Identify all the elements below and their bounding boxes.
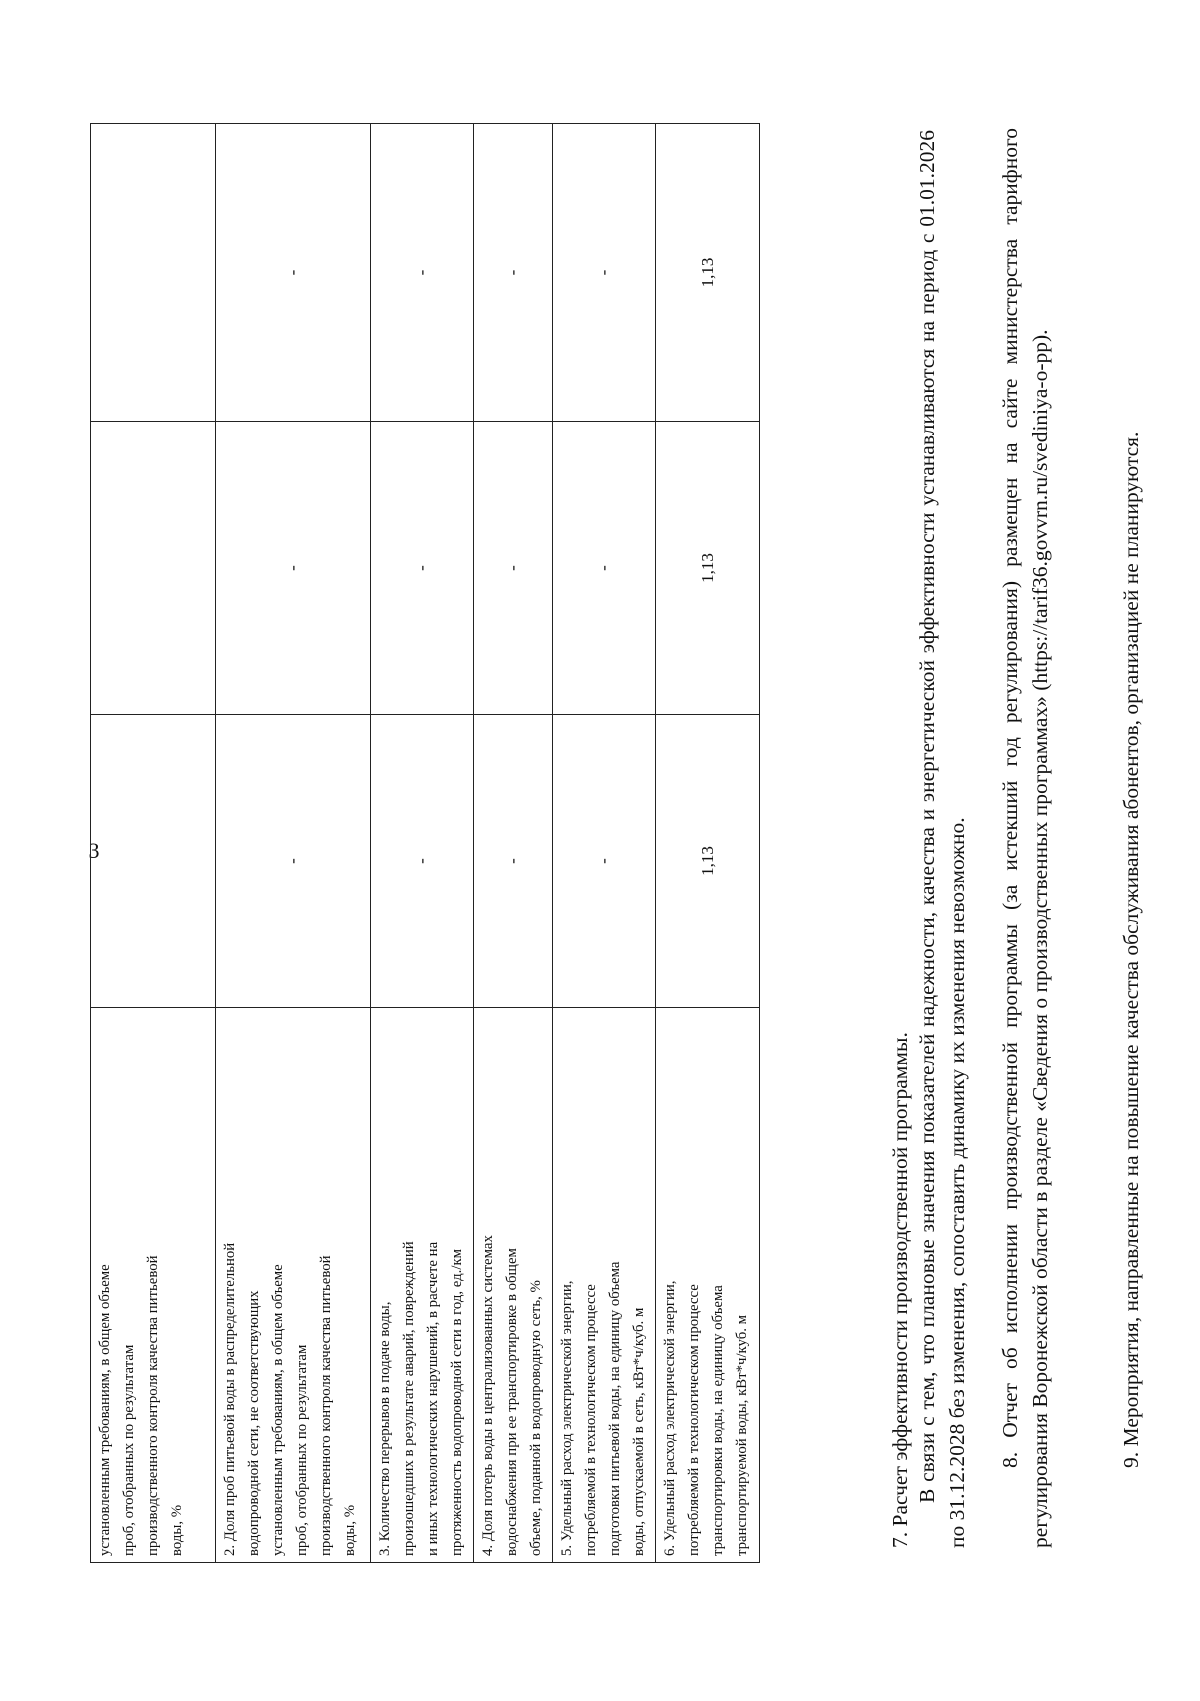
section-7-body: В связи с тем, что плановые значения показателей надежности, качества и энергетической эффективности устанавливаются на период с 01.01.2026 по 31.12.2028 без изменения, сопоставить динамику их изменения невозможно. [915,130,969,1548]
indicator-description-line: потребляемой в технологическом процессе [583,1284,599,1556]
indicator-description [553,1008,656,1563]
indicator-description-line: водоснабжения при ее транспортировке в общем [504,1248,520,1556]
indicator-description-line: 4. Доля потерь воды в централизованных системах [480,1235,496,1556]
indicator-description-line: 3. Количество перерывов в подаче воды, [377,1301,393,1556]
table-row [474,124,553,1563]
indicator-value-year-1 [91,715,216,1008]
indicator-value-year-1: - [216,715,371,1008]
indicators-table-body [91,124,760,1563]
indicator-value-year-2: - [371,422,474,715]
indicator-value-year-3: - [553,124,656,422]
indicator-description-line: объеме, поданной в водопроводную сеть, % [528,1280,544,1556]
indicator-description-line: 6. Удельный расход электрической энергии, [662,1280,678,1556]
indicator-description [91,1008,216,1563]
indicator-description-line: и иных технологических нарушений, в расчете на [425,1241,441,1556]
indicator-description-line: транспортировки воды, на единицу объема [710,1285,726,1556]
indicator-value-year-3 [91,124,216,422]
indicator-value-year-1: - [371,715,474,1008]
indicator-value-year-3: - [216,124,371,422]
indicator-value-year-1: - [553,715,656,1008]
table-row [553,124,656,1563]
indicator-description-line: потребляемой в технологическом процессе [686,1284,702,1556]
indicator-value-year-2: - [216,422,371,715]
page-number: 3 [88,838,100,863]
indicator-value-year-1: 1,13 [656,715,760,1008]
table-row [656,124,760,1563]
section-9-body: 9. Мероприятия, направленные на повышение качества обслуживания абонентов, организацией не планируются. [1119,431,1143,1468]
indicator-description-line: воды, % [169,1504,185,1556]
indicator-value-year-3: - [371,124,474,422]
indicator-description-line: произошедших в результате аварий, повреждений [401,1241,417,1556]
table-row [91,124,216,1563]
indicator-description-line: 2. Доля проб питьевой воды в распределительной [222,1242,238,1556]
indicator-value-year-3: 1,13 [656,124,760,422]
section-7-title: 7. Расчет эффективности производственной программы. [888,1032,912,1548]
indicator-description-line: протяженность водопроводной сети в год, ед./км [449,1248,465,1556]
indicator-value-year-1: - [474,715,553,1008]
indicator-description-line: 5. Удельный расход электрической энергии, [559,1280,575,1556]
indicator-description-line: транспортируемой воды, кВт*ч/куб. м [734,1314,750,1556]
section-8-body: 8. Отчет об исполнении производственной программы (за истекший год регулирования) размещен на сайте министерства тарифного регулирования Воронежской области в разделе «Сведения о производственных программах» (https://tarif36.govvrn.ru/svediniya-o-pp). [998,128,1052,1548]
indicator-value-year-3: - [474,124,553,422]
indicator-description-line: проб, отобранных по результатам [121,1344,137,1556]
indicator-value-year-2: - [474,422,553,715]
indicator-description-line: производственного контроля качества питьевой [145,1255,161,1556]
indicator-description-line: подготовки питьевой воды, на единицу объема [607,1261,623,1556]
indicator-description-line: производственного контроля качества питьевой [318,1255,334,1556]
table-row [371,124,474,1563]
indicator-value-year-2: 1,13 [656,422,760,715]
indicators-table [90,123,760,1563]
indicator-description [216,1008,371,1563]
indicator-description-line: воды, % [342,1504,358,1556]
indicator-description-line: проб, отобранных по результатам [294,1344,310,1556]
indicator-description [656,1008,760,1563]
indicator-value-year-2: - [553,422,656,715]
indicator-value-year-2 [91,422,216,715]
rotated-page-content [90,113,1143,1673]
table-row [216,124,371,1563]
indicator-description-line: воды, отпускаемой в сеть, кВт*ч/куб. м [631,1307,647,1556]
indicator-description [371,1008,474,1563]
indicator-description-line: установленным требованиям, в общем объеме [270,1264,286,1556]
indicator-description-line: водопроводной сети, не соответствующих [246,1290,262,1556]
indicator-description-line: установленным требованиям, в общем объеме [97,1264,113,1556]
indicator-description [474,1008,553,1563]
